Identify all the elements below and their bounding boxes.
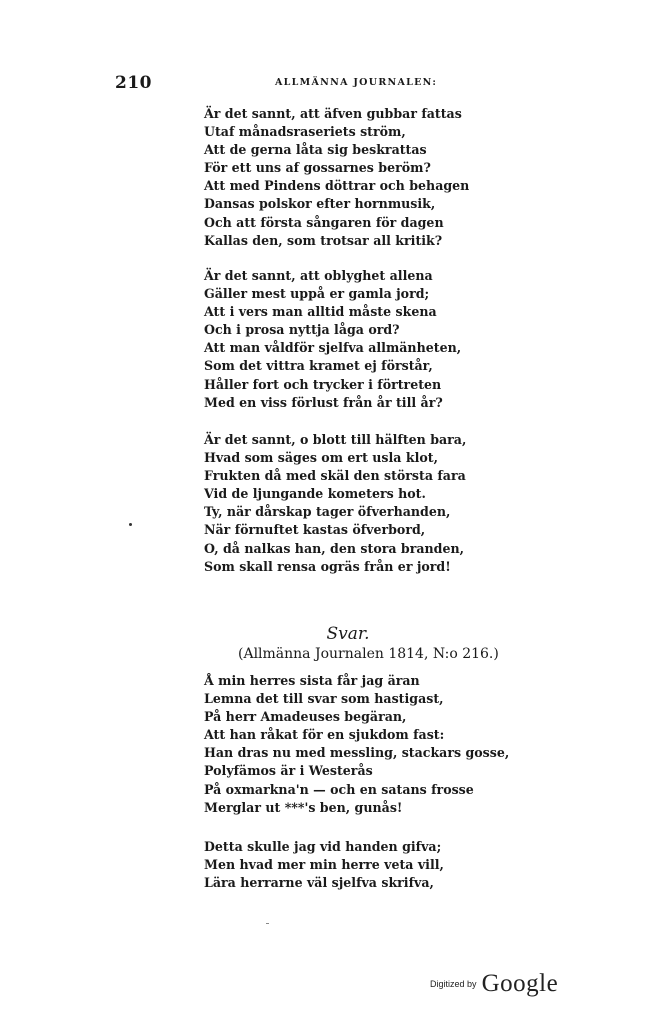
verse-line: Med en viss förlust från år till år? — [204, 394, 443, 410]
scan-speck — [266, 923, 269, 924]
verse-line: Ty, när dårskap tager öfverhanden, — [204, 504, 451, 520]
verse-line: O, då nalkas han, den stora branden, — [204, 540, 465, 556]
verse-line: Som det vittra kramet ej förstår, — [204, 358, 433, 374]
reply-title — [0, 624, 648, 644]
verse-line: Hvad som säges om ert usla klot, — [204, 450, 438, 466]
verse-line: Dansas polskor efter hornmusik, — [204, 196, 436, 212]
reply-stanza-1 — [204, 672, 509, 817]
verse-line: Och att första sångaren för dagen — [204, 214, 444, 230]
verse-line: Kallas den, som trotsar all kritik? — [204, 232, 443, 248]
verse-line: För ett uns af gossarnes beröm? — [204, 160, 431, 176]
verse-line: Att i vers man alltid måste skena — [204, 304, 437, 320]
verse-line: Frukten då med skäl den största fara — [204, 468, 466, 484]
verse-line: Är det sannt, att oblyghet allena — [204, 268, 433, 283]
verse-line: På oxmarkna'n — och en satans frosse — [204, 781, 474, 797]
verse-line: Lära herrarne väl sjelfva skrifva, — [204, 875, 434, 891]
verse-line: Å min herres sista får jag äran — [204, 673, 420, 688]
stanza-3 — [204, 431, 466, 576]
verse-line: Som skall rensa ogräs från er jord! — [204, 558, 451, 574]
verse-line: Han dras nu med messling, stackars gosse, — [204, 745, 510, 761]
verse-line: När förnuftet kastas öfverbord, — [204, 522, 426, 538]
reply-stanza-2 — [204, 838, 444, 892]
verse-line: Och i prosa nyttja låga ord? — [204, 322, 400, 338]
watermark-prefix: Digitized by — [430, 979, 477, 989]
verse-line: Att han råkat för en sjukdom fast: — [204, 727, 445, 743]
stanza-1 — [204, 105, 469, 250]
verse-line: Håller fort och trycker i förtreten — [204, 376, 442, 392]
verse-line: Men hvad mer min herre veta vill, — [204, 857, 444, 873]
verse-line: Är det sannt, att äfven gubbar fattas — [204, 106, 462, 121]
digitized-by-google-watermark — [430, 970, 558, 998]
verse-line: Gäller mest uppå er gamla jord; — [204, 286, 430, 302]
verse-line: Vid de ljungande kometers hot. — [204, 486, 426, 502]
verse-line: Att med Pindens döttrar och behagen — [204, 178, 470, 194]
google-logo: Google — [481, 970, 559, 997]
verse-line: Är det sannt, o blott till hälften bara, — [204, 432, 467, 447]
reply-title-text: Svar. — [326, 624, 370, 644]
verse-line: Lemna det till svar som hastigast, — [204, 691, 444, 707]
stanza-2 — [204, 267, 461, 412]
reply-subtitle: (Allmänna Journalen 1814, N:o 216.) — [238, 646, 499, 662]
scan-speck — [129, 523, 132, 526]
page-number: 210 — [115, 73, 152, 93]
verse-line: På herr Amadeuses begäran, — [204, 709, 407, 725]
verse-line: Att man våldför sjelfva allmänheten, — [204, 340, 462, 356]
verse-line: Merglar ut ***'s ben, gunås! — [204, 799, 403, 815]
running-head: ALLMÄNNA JOURNALEN: — [275, 77, 438, 88]
verse-line: Detta skulle jag vid handen gifva; — [204, 839, 442, 854]
verse-line: Utaf månadsraseriets ström, — [204, 124, 406, 140]
verse-line: Att de gerna låta sig beskrattas — [204, 142, 427, 158]
verse-line: Polyfämos är i Westerås — [204, 763, 373, 779]
